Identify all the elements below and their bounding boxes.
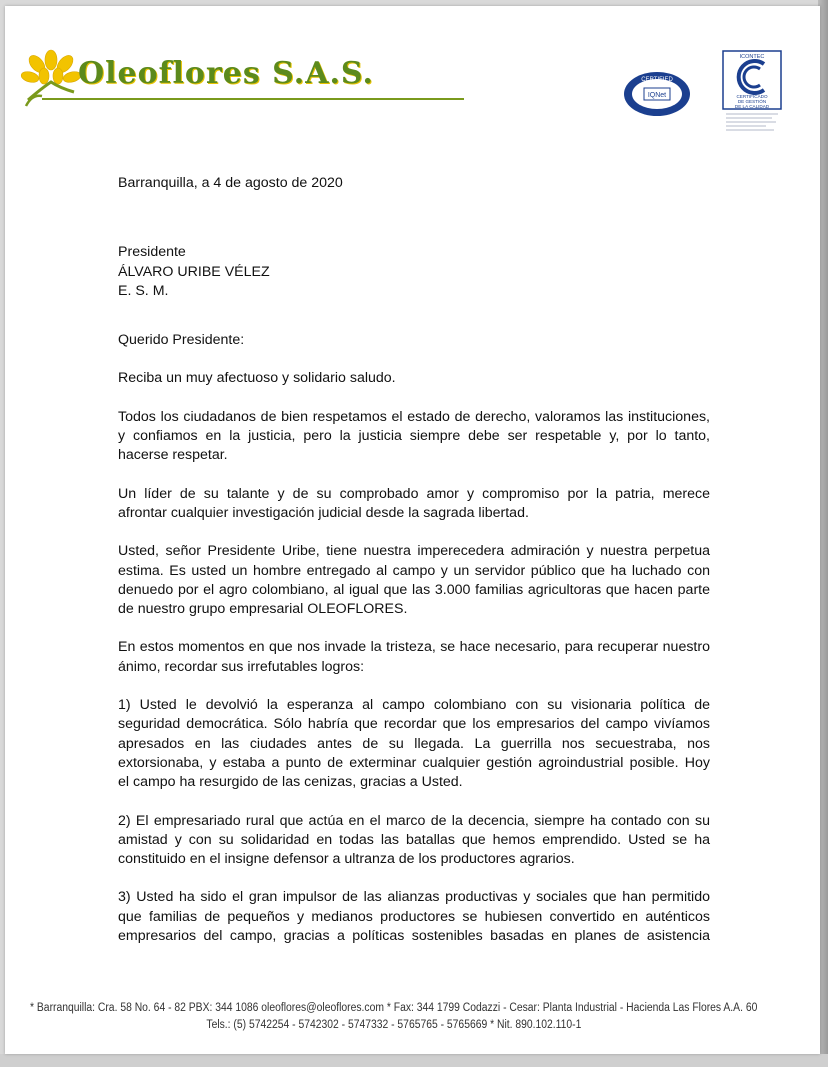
paragraph-line: Usted, señor Presidente Uribe, tiene nuestra imperecedera admiración y nuestra perpetua: [118, 543, 710, 560]
greeting: Reciba un muy afectuoso y solidario saludo.: [118, 370, 396, 387]
company-name: Oleoflores S.A.S.: [78, 56, 374, 91]
icontec-certification-seal: [722, 50, 782, 132]
icontec-caption-1: CERTIFICADO: [736, 94, 768, 99]
paragraph-line: seguridad democrática. Sólo habría que recordar que los empresarios del campo vivíamos: [118, 716, 710, 733]
paragraph-line: hacerse respetar.: [118, 447, 228, 464]
paragraph-line: estima. Es usted un hombre entregado al campo y un servidor público que ha luchado con: [118, 562, 710, 579]
paragraph-achievements-intro: [118, 638, 710, 677]
paragraph-line: 2) El empresariado rural que actúa en el marco de la decencia, siempre ha contado con su: [118, 812, 710, 829]
company-logo: [20, 48, 450, 112]
paragraph-line: ánimo, recordar sus irrefutables logros:: [118, 658, 365, 675]
paragraph-line: extorsionaba, y estaba a punto de exterminar cualquier gestión agroindustrial posible. Hoy: [118, 754, 710, 771]
oil-palm-flower-icon: [20, 48, 82, 110]
paragraph-line: de nuestro grupo empresarial OLEOFLORES.: [118, 601, 408, 618]
paragraph-line: Todos los ciudadanos de bien respetamos el estado de derecho, valoramos las instituciones,: [118, 408, 710, 425]
paragraph-line: 3) Usted ha sido el gran impulsor de las alianzas productivas y sociales que han permitido: [118, 889, 710, 906]
paragraph-line: apresados en las ciudades antes de su llegada. La guerrilla nos secuestraba, nos: [118, 735, 710, 752]
icontec-caption-3: DE LA CALIDAD: [734, 104, 770, 109]
paragraph-achievement-1: [118, 696, 710, 792]
page-bottom-background: [0, 1054, 828, 1067]
icontec-caption-2: DE GESTIÓN: [737, 99, 767, 104]
icontec-label: ICONTEC: [739, 54, 765, 60]
paragraph-line: que familias de pequeños y medianos productores se hubiesen convertido en auténticos: [118, 908, 710, 925]
letter-body: [118, 174, 710, 946]
place-date: Barranquilla, a 4 de agosto de 2020: [118, 175, 343, 191]
footer-phone-line: Tels.: (5) 5742254 - 5742302 - 5747332 - 5765765 - 5765669 * Nit. 890.102.110-1: [206, 1019, 582, 1031]
salutation: Querido Presidente:: [118, 332, 245, 349]
paragraph-admiration: [118, 542, 710, 619]
paragraph-achievement-2: [118, 812, 710, 870]
paragraph-rule-of-law: [118, 408, 710, 466]
iqnet-certification-seal: [622, 70, 692, 118]
paragraph-line: 1) Usted le devolvió la esperanza al campo colombiano con su visionaria política de: [118, 697, 710, 714]
footer-address-line: * Barranquilla: Cra. 58 No. 64 - 82 PBX: 344 1086 oleoflores@oleoflores.com * Fax: 344 1799 Codazzi - Cesar: Planta Industrial - Hacienda Las Flores A.A. 60: [30, 1002, 758, 1014]
paragraph-line: Un líder de su talante y de su comprobado amor y compromiso por la patria, merece: [118, 485, 710, 502]
iqnet-ring-text: CERTIFIED: [641, 77, 673, 83]
paragraph-line: amistad y con su solidaridad en todas las batallas que hemos emprendido. Usted se ha: [118, 831, 710, 848]
paragraph-line: empresarios del campo, gracias a políticas sostenibles basadas en planes de asistencia: [118, 928, 710, 945]
paragraph-line: constituido en el insigne defensor a ultranza de los productores agrarios.: [118, 851, 575, 868]
letterhead-footer: [30, 1000, 758, 1034]
paragraph-line: En estos momentos en que nos invade la tristeza, se hace necesario, para recuperar nuestro: [118, 639, 710, 656]
paragraph-line: el campo ha resurgido de las cenizas, gracias a Usted.: [118, 774, 463, 791]
paragraph-achievement-3: [118, 888, 710, 946]
paragraph-line: denuedo por el agro colombiano, al igual que las 3.000 familias agricultoras que hacen parte: [118, 581, 710, 598]
logo-underline: [42, 98, 464, 100]
recipient-name: ÁLVARO URIBE VÉLEZ: [118, 263, 270, 280]
paragraph-line: y confiamos en la justicia, pero la justicia siempre debe ser respetable y, por lo tanto,: [118, 428, 710, 445]
paragraph-line: afrontar cualquier investigación judicial desde la sagrada libertad.: [118, 504, 529, 521]
recipient-title: Presidente: [118, 244, 186, 261]
recipient-honorific: E. S. M.: [118, 282, 169, 299]
iqnet-label: IQNet: [647, 92, 667, 99]
paragraph-leader: [118, 485, 710, 524]
